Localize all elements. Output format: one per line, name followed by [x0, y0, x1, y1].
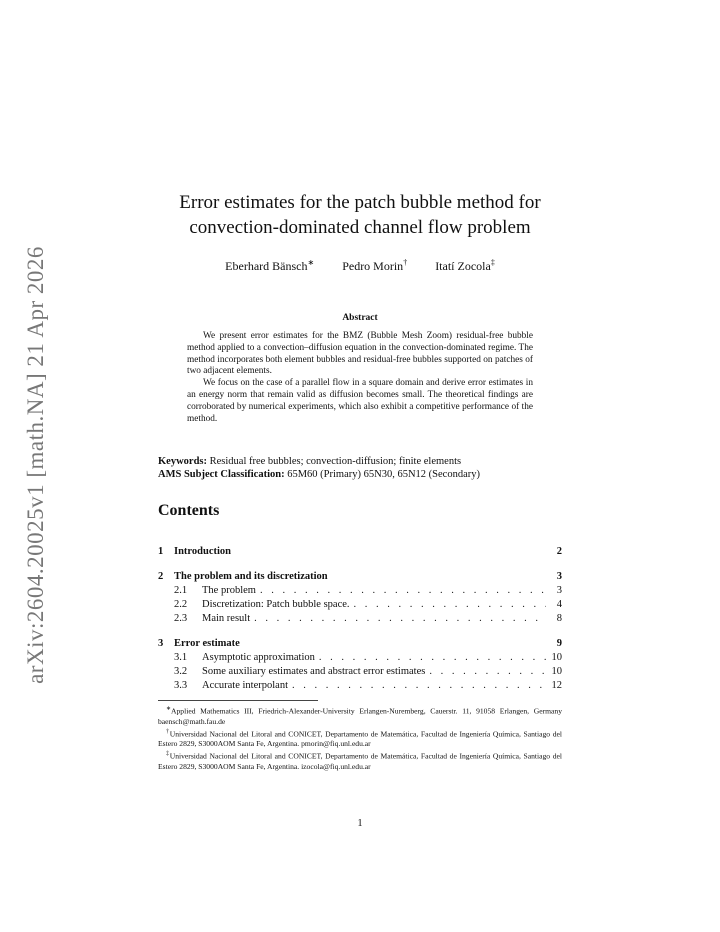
paper-title: Error estimates for the patch bubble method for convection-dominated channel flow problem: [179, 192, 541, 238]
keywords-label: Keywords:: [158, 456, 207, 467]
author-footnote-mark[interactable]: †: [403, 258, 408, 267]
toc-page: 9: [556, 638, 562, 649]
toc-subentry[interactable]: [158, 666, 562, 680]
footnote: [158, 749, 562, 772]
toc-number: 2: [158, 571, 164, 582]
ams-classification-line: [158, 468, 568, 481]
toc-title: Main result: [202, 613, 251, 624]
toc-leader-dots: [354, 599, 546, 610]
footnotes: [158, 704, 562, 772]
toc-title: The problem and its discretization: [174, 571, 328, 582]
toc-subentry[interactable]: [158, 613, 562, 627]
toc-page: 10: [551, 652, 562, 663]
footnote-text: Applied Mathematics III, Friedrich-Alexander-University Erlangen-Nuremberg, Cauerstr. 11, 91058 Erlangen, Germany baensch@math.fau.de: [158, 706, 562, 726]
keywords-block: [158, 455, 568, 481]
author-1: [225, 258, 314, 274]
footnote-mark: ∗: [166, 706, 172, 712]
footnote-text: Universidad Nacional del Litoral and CONICET, Departamento de Matemática, Facultad de Ingeniería Química, Santiago del Estero 2829, S3000AOM Santa Fe, Argentina. izocola@fiq.unl.edu.ar: [158, 751, 562, 771]
toc-page: 12: [551, 680, 562, 691]
toc-subentry[interactable]: [158, 585, 562, 599]
toc-page: 8: [556, 613, 562, 624]
toc-subentry[interactable]: [158, 599, 562, 613]
footnote-text: Universidad Nacional del Litoral and CONICET, Departamento de Matemática, Facultad de Ingeniería Química, Santiago del Estero 2829, S3000AOM Santa Fe, Argentina. pmorin@fiq.unl.edu.ar: [158, 729, 562, 749]
footnote: [158, 727, 562, 750]
page-number: 1: [357, 818, 363, 829]
toc-leader-dots: [260, 585, 546, 596]
footnote-rule: [158, 700, 318, 701]
toc-leader-dots: [254, 613, 546, 624]
toc-subentry[interactable]: [158, 680, 562, 694]
toc-number: 3.2: [174, 666, 188, 677]
toc-number: 3: [158, 638, 164, 649]
toc-page: 4: [556, 599, 562, 610]
author-footnote-mark[interactable]: ‡: [490, 258, 495, 267]
author-3: [435, 258, 495, 274]
keywords-text: Residual free bubbles; convection-diffusion; finite elements: [207, 456, 462, 467]
toc-entry-error-estimate[interactable]: [158, 638, 562, 652]
author-name: Itatí Zocola: [435, 259, 491, 273]
toc-title: Some auxiliary estimates and abstract error estimates: [202, 666, 426, 677]
toc-page: 3: [556, 571, 562, 582]
ams-label: AMS Subject Classification:: [158, 469, 285, 480]
toc-subentry[interactable]: [158, 652, 562, 666]
toc-leader-dots: [292, 680, 546, 691]
author-list: [150, 258, 570, 274]
ams-text: 65M60 (Primary) 65N30, 65N12 (Secondary): [284, 469, 480, 480]
toc-leader-dots: [319, 652, 546, 663]
toc-entry-problem[interactable]: [158, 571, 562, 585]
toc-number: 2.2: [174, 599, 188, 610]
toc-page: 3: [556, 585, 562, 596]
contents-heading: Contents: [158, 502, 220, 519]
toc-leader-dots: [429, 666, 546, 677]
toc-section: [158, 546, 562, 560]
toc-title: Error estimate: [174, 638, 240, 649]
toc-title: The problem: [202, 585, 256, 596]
abstract-body: [187, 331, 533, 425]
toc-number: 3.1: [174, 652, 188, 663]
footnote-mark: ‡: [166, 751, 170, 758]
author-name: Pedro Morin: [342, 259, 404, 273]
toc-section: [158, 571, 562, 627]
toc-page: 2: [556, 546, 562, 557]
toc-number: 1: [158, 546, 164, 557]
footnote-mark: †: [166, 728, 170, 735]
footnote: [158, 704, 562, 727]
keywords-line: [158, 455, 568, 468]
abstract-paragraph: We focus on the case of a parallel flow in a square domain and derive error estimates in an energy norm that remain valid as diffusion becomes small. The theoretical findings are corroborated by numerical experiments, which also exhibit a competitive performance of the method.: [187, 378, 533, 424]
toc-number: 3.3: [174, 680, 188, 691]
toc-section: [158, 638, 562, 694]
toc-title: Asymptotic approximation: [202, 652, 315, 663]
author-name: Eberhard Bänsch: [225, 259, 308, 273]
toc-title: Discretization: Patch bubble space.: [202, 599, 350, 610]
toc-number: 2.1: [174, 585, 188, 596]
author-2: [342, 258, 407, 274]
toc-title: Accurate interpolant: [202, 680, 288, 691]
toc-page: 10: [551, 666, 562, 677]
toc-title: Introduction: [174, 546, 231, 557]
table-of-contents: [158, 546, 562, 705]
toc-entry-introduction[interactable]: [158, 546, 562, 560]
author-footnote-mark[interactable]: ∗: [307, 258, 315, 267]
toc-number: 2.3: [174, 613, 188, 624]
abstract-heading: Abstract: [342, 313, 378, 323]
arxiv-identifier-stamp: arXiv:2604.20025v1 [math.NA] 21 Apr 2026: [23, 246, 48, 684]
abstract-paragraph: We present error estimates for the BMZ (Bubble Mesh Zoom) residual-free bubble method applied to a convection–diffusion equation in the convection-dominated regime. The method incorporates both element bubbles and residual-free bubbles supported on patches of two adjacent elements.: [187, 331, 533, 377]
